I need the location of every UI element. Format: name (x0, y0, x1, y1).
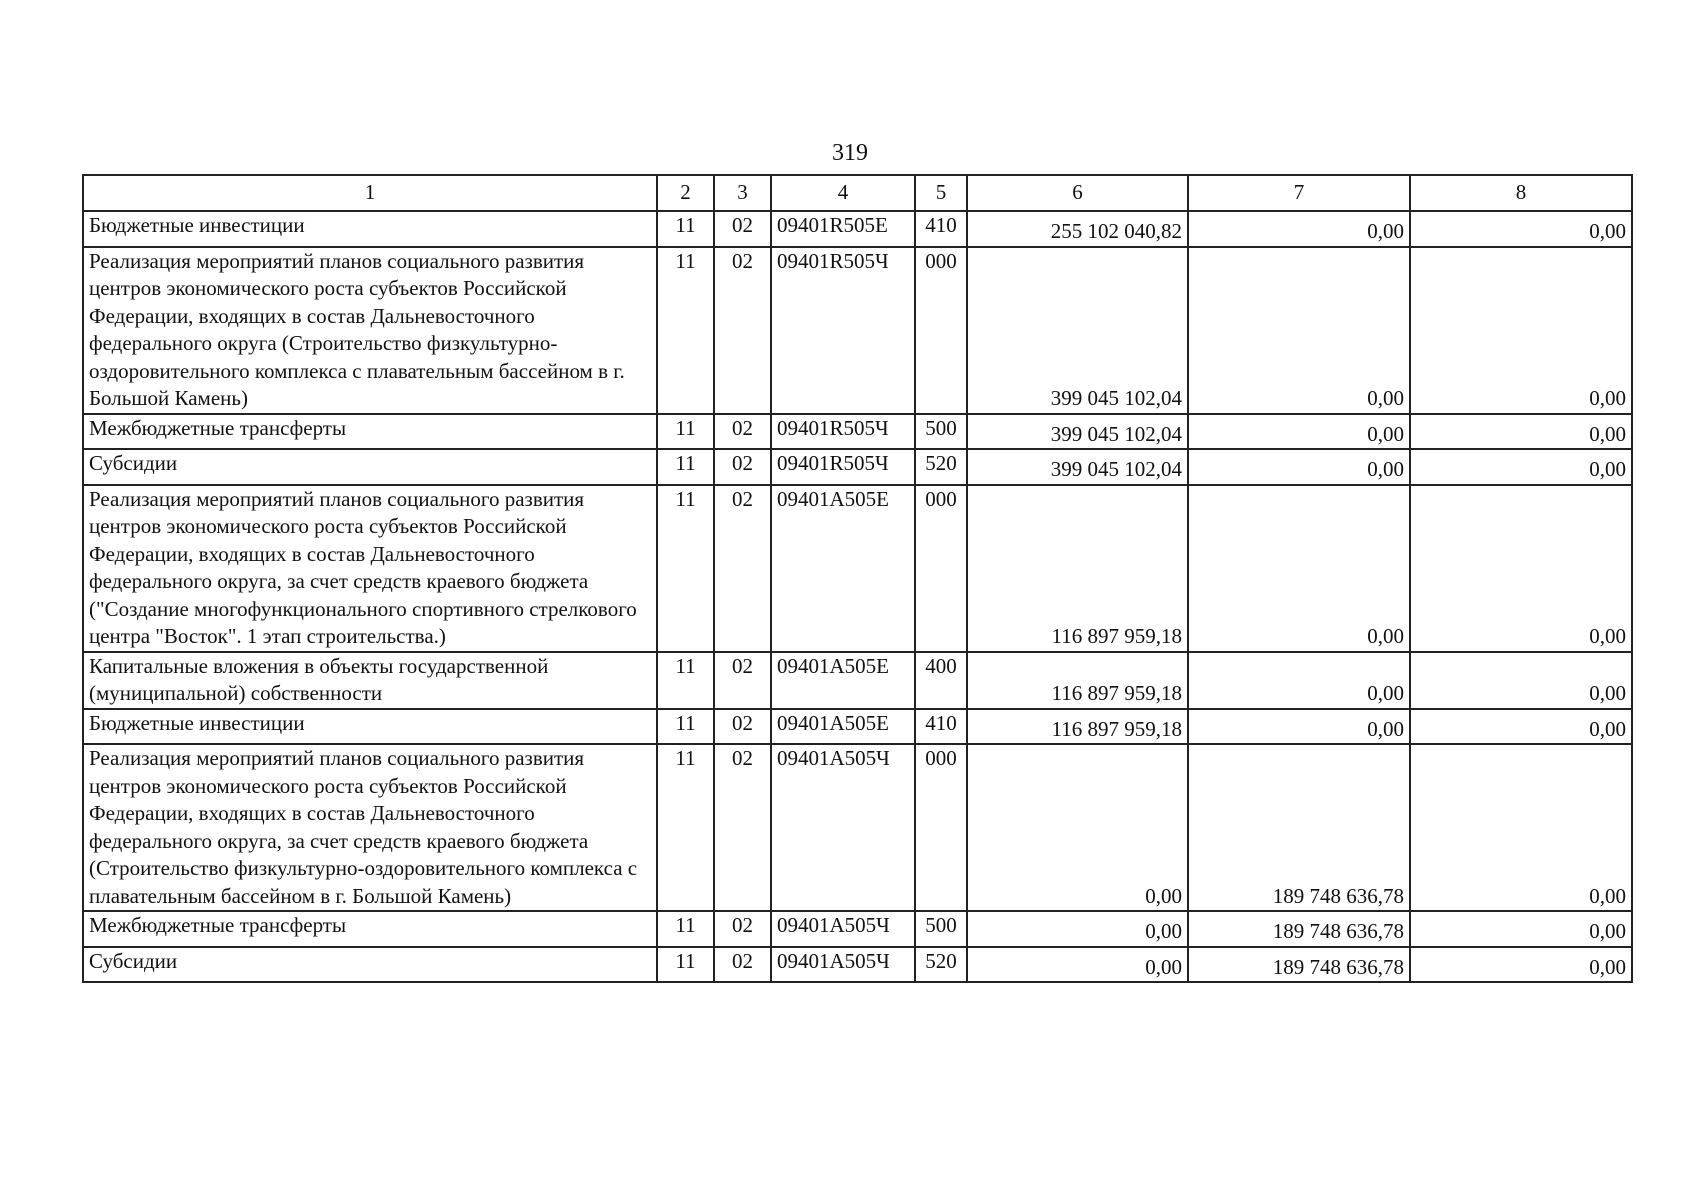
target-article-code: 09401A505Ч (771, 744, 915, 911)
row-name: Реализация мероприятий планов социального развития центров экономического роста субъектов Российской Федерации, входящих в состав Дальневосточного федерального округа (Строительство физкультурно-оздоровительного комплекса с плавательным бассейном в г. Большой Камень) (83, 247, 657, 414)
section-code: 11 (657, 414, 714, 450)
section-code: 11 (657, 449, 714, 485)
target-article-code: 09401R505Ч (771, 449, 915, 485)
expense-type-code: 410 (915, 709, 967, 745)
table-row (83, 247, 1632, 414)
target-article-code: 09401A505Ч (771, 947, 915, 983)
amount-col7: 189 748 636,78 (1188, 911, 1410, 947)
page-number: 319 (832, 140, 868, 166)
subsection-code: 02 (714, 485, 771, 652)
row-name: Реализация мероприятий планов социального развития центров экономического роста субъектов Российской Федерации, входящих в состав Дальневосточного федерального округа, за счет средств краевого бюджета (Строительство физкультурно-оздоровительного комплекса с плавательным бассейном в г. Большой Камень) (83, 744, 657, 911)
expense-type-code: 410 (915, 211, 967, 247)
table-row (83, 211, 1632, 247)
amount-col6: 399 045 102,04 (967, 247, 1188, 414)
amount-col6: 399 045 102,04 (967, 449, 1188, 485)
section-code: 11 (657, 947, 714, 983)
section-code: 11 (657, 709, 714, 745)
column-header: 1 (83, 175, 657, 211)
row-name: Межбюджетные трансферты (83, 911, 657, 947)
amount-col8: 0,00 (1410, 414, 1632, 450)
subsection-code: 02 (714, 247, 771, 414)
amount-col6: 0,00 (967, 744, 1188, 911)
target-article-code: 09401A505E (771, 709, 915, 745)
row-name: Субсидии (83, 947, 657, 983)
table-row (83, 744, 1632, 911)
amount-col7: 0,00 (1188, 652, 1410, 709)
column-header: 6 (967, 175, 1188, 211)
target-article-code: 09401A505Ч (771, 911, 915, 947)
section-code: 11 (657, 211, 714, 247)
column-header: 8 (1410, 175, 1632, 211)
table-row (83, 485, 1632, 652)
table-body (83, 211, 1632, 982)
section-code: 11 (657, 652, 714, 709)
amount-col6: 255 102 040,82 (967, 211, 1188, 247)
subsection-code: 02 (714, 652, 771, 709)
amount-col7: 189 748 636,78 (1188, 744, 1410, 911)
expense-type-code: 000 (915, 744, 967, 911)
budget-table (82, 174, 1633, 983)
amount-col6: 116 897 959,18 (967, 709, 1188, 745)
column-number-row (83, 175, 1632, 211)
table-header (83, 175, 1632, 211)
expense-type-code: 500 (915, 911, 967, 947)
amount-col7: 0,00 (1188, 709, 1410, 745)
amount-col7: 0,00 (1188, 485, 1410, 652)
subsection-code: 02 (714, 414, 771, 450)
row-name: Субсидии (83, 449, 657, 485)
row-name: Реализация мероприятий планов социального развития центров экономического роста субъектов Российской Федерации, входящих в состав Дальневосточного федерального округа, за счет средств краевого бюджета ("Создание многофункционального спортивного стрелкового центра "Восток". 1 этап строительства.) (83, 485, 657, 652)
subsection-code: 02 (714, 709, 771, 745)
row-name: Капитальные вложения в объекты государственной (муниципальной) собственности (83, 652, 657, 709)
amount-col8: 0,00 (1410, 485, 1632, 652)
target-article-code: 09401R505Ч (771, 247, 915, 414)
row-name: Бюджетные инвестиции (83, 709, 657, 745)
amount-col7: 0,00 (1188, 211, 1410, 247)
table-row (83, 911, 1632, 947)
section-code: 11 (657, 247, 714, 414)
table-row (83, 709, 1632, 745)
table-row (83, 652, 1632, 709)
expense-type-code: 400 (915, 652, 967, 709)
target-article-code: 09401R505Ч (771, 414, 915, 450)
amount-col8: 0,00 (1410, 744, 1632, 911)
section-code: 11 (657, 911, 714, 947)
section-code: 11 (657, 485, 714, 652)
expense-type-code: 520 (915, 947, 967, 983)
subsection-code: 02 (714, 744, 771, 911)
target-article-code: 09401A505E (771, 652, 915, 709)
expense-type-code: 500 (915, 414, 967, 450)
subsection-code: 02 (714, 449, 771, 485)
amount-col8: 0,00 (1410, 211, 1632, 247)
table-row (83, 449, 1632, 485)
column-header: 7 (1188, 175, 1410, 211)
subsection-code: 02 (714, 211, 771, 247)
amount-col6: 0,00 (967, 911, 1188, 947)
amount-col8: 0,00 (1410, 652, 1632, 709)
subsection-code: 02 (714, 947, 771, 983)
amount-col8: 0,00 (1410, 449, 1632, 485)
amount-col7: 0,00 (1188, 414, 1410, 450)
amount-col7: 189 748 636,78 (1188, 947, 1410, 983)
expense-type-code: 520 (915, 449, 967, 485)
amount-col8: 0,00 (1410, 709, 1632, 745)
target-article-code: 09401A505E (771, 485, 915, 652)
target-article-code: 09401R505E (771, 211, 915, 247)
column-header: 2 (657, 175, 714, 211)
column-header: 5 (915, 175, 967, 211)
amount-col8: 0,00 (1410, 247, 1632, 414)
column-header: 3 (714, 175, 771, 211)
table-row (83, 947, 1632, 983)
amount-col6: 0,00 (967, 947, 1188, 983)
amount-col6: 116 897 959,18 (967, 652, 1188, 709)
amount-col8: 0,00 (1410, 911, 1632, 947)
expense-type-code: 000 (915, 485, 967, 652)
subsection-code: 02 (714, 911, 771, 947)
section-code: 11 (657, 744, 714, 911)
amount-col6: 116 897 959,18 (967, 485, 1188, 652)
row-name: Межбюджетные трансферты (83, 414, 657, 450)
table-row (83, 414, 1632, 450)
amount-col8: 0,00 (1410, 947, 1632, 983)
row-name: Бюджетные инвестиции (83, 211, 657, 247)
amount-col7: 0,00 (1188, 449, 1410, 485)
amount-col7: 0,00 (1188, 247, 1410, 414)
amount-col6: 399 045 102,04 (967, 414, 1188, 450)
column-header: 4 (771, 175, 915, 211)
expense-type-code: 000 (915, 247, 967, 414)
